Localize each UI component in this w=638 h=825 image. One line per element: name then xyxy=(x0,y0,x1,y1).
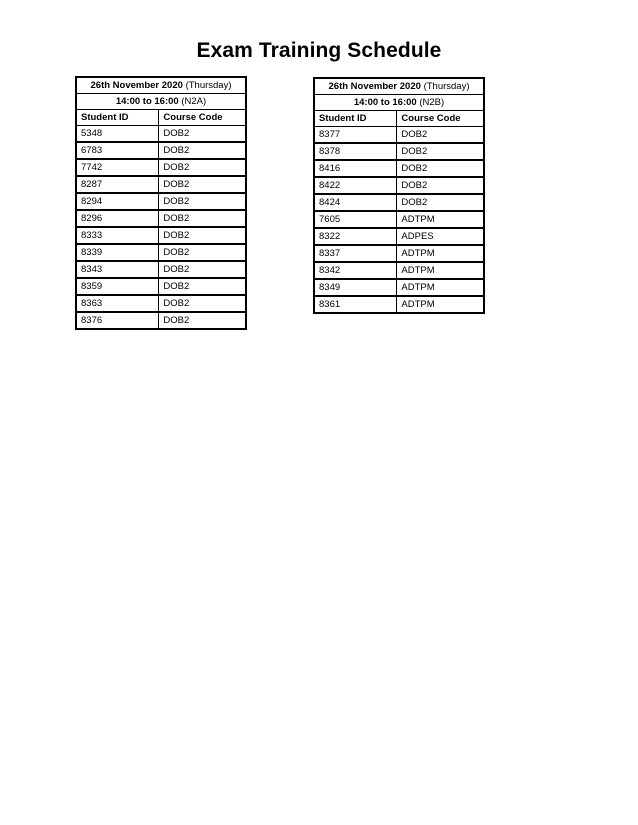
student-id-cell: 8337 xyxy=(314,245,397,262)
student-id-cell: 7742 xyxy=(76,159,159,176)
course-code-cell: ADPES xyxy=(397,228,484,245)
table-row xyxy=(76,142,246,159)
course-code-cell: DOB2 xyxy=(397,143,484,160)
course-code-cell: DOB2 xyxy=(159,142,246,159)
session-date xyxy=(314,78,484,95)
student-id-cell: 8422 xyxy=(314,177,397,194)
student-id-cell: 8287 xyxy=(76,176,159,193)
table-row xyxy=(76,278,246,295)
table-row xyxy=(314,177,484,194)
course-code-cell: DOB2 xyxy=(397,194,484,211)
table-row xyxy=(314,228,484,245)
column-header-course-code: Course Code xyxy=(397,111,484,127)
table-row xyxy=(76,312,246,329)
session-group: (N2A) xyxy=(181,96,207,107)
schedule-table-n2a xyxy=(75,76,247,330)
table-row xyxy=(314,296,484,313)
session-date-row xyxy=(314,78,484,95)
column-header-course-code: Course Code xyxy=(159,110,246,126)
table-row xyxy=(314,160,484,177)
table-row xyxy=(314,279,484,296)
student-id-cell: 8333 xyxy=(76,227,159,244)
course-code-cell: ADTPM xyxy=(397,279,484,296)
column-header-student-id: Student ID xyxy=(314,111,397,127)
student-id-cell: 8296 xyxy=(76,210,159,227)
table-row xyxy=(76,210,246,227)
student-id-cell: 7605 xyxy=(314,211,397,228)
student-id-cell: 8349 xyxy=(314,279,397,296)
session-date-text: 26th November 2020 xyxy=(90,80,183,91)
column-header-row xyxy=(314,111,484,127)
session-date-text: 26th November 2020 xyxy=(328,81,421,92)
table-row xyxy=(76,126,246,143)
table-row xyxy=(76,295,246,312)
table-row xyxy=(76,261,246,278)
page-title: Exam Training Schedule xyxy=(196,39,442,62)
student-id-cell: 8361 xyxy=(314,296,397,313)
course-code-cell: ADTPM xyxy=(397,211,484,228)
session-time-text: 14:00 to 16:00 xyxy=(115,96,179,107)
session-date xyxy=(76,77,246,94)
course-code-cell: ADTPM xyxy=(397,296,484,313)
course-code-cell: DOB2 xyxy=(159,210,246,227)
student-id-cell: 8342 xyxy=(314,262,397,279)
student-id-cell: 8359 xyxy=(76,278,159,295)
course-code-cell: DOB2 xyxy=(159,227,246,244)
student-id-cell: 8322 xyxy=(314,228,397,245)
student-id-cell: 6783 xyxy=(76,142,159,159)
course-code-cell: DOB2 xyxy=(397,160,484,177)
student-id-cell: 8343 xyxy=(76,261,159,278)
student-id-cell: 8363 xyxy=(76,295,159,312)
session-time-row xyxy=(314,95,484,111)
session-time-text: 14:00 to 16:00 xyxy=(353,97,417,108)
course-code-cell: DOB2 xyxy=(159,126,246,143)
student-id-cell: 8294 xyxy=(76,193,159,210)
course-code-cell: DOB2 xyxy=(159,176,246,193)
table-row xyxy=(314,211,484,228)
table-row xyxy=(76,244,246,261)
student-id-cell: 8376 xyxy=(76,312,159,329)
course-code-cell: DOB2 xyxy=(159,193,246,210)
column-header-row xyxy=(76,110,246,126)
table-row xyxy=(314,245,484,262)
table-row xyxy=(76,227,246,244)
session-day: (Thursday) xyxy=(185,80,232,91)
course-code-cell: DOB2 xyxy=(159,261,246,278)
table-row xyxy=(314,127,484,144)
schedule-table-n2b xyxy=(313,77,485,314)
course-code-cell: DOB2 xyxy=(397,177,484,194)
table-row xyxy=(76,193,246,210)
course-code-cell: DOB2 xyxy=(159,244,246,261)
table-row xyxy=(76,159,246,176)
session-time xyxy=(76,94,246,110)
student-id-cell: 8377 xyxy=(314,127,397,144)
table-row xyxy=(76,176,246,193)
course-code-cell: ADTPM xyxy=(397,245,484,262)
session-day: (Thursday) xyxy=(423,81,470,92)
session-time-row xyxy=(76,94,246,110)
course-code-cell: DOB2 xyxy=(159,295,246,312)
student-id-cell: 8416 xyxy=(314,160,397,177)
course-code-cell: DOB2 xyxy=(159,159,246,176)
student-id-cell: 8339 xyxy=(76,244,159,261)
table-row xyxy=(314,143,484,160)
course-code-cell: ADTPM xyxy=(397,262,484,279)
column-header-student-id: Student ID xyxy=(76,110,159,126)
course-code-cell: DOB2 xyxy=(397,127,484,144)
student-id-cell: 8378 xyxy=(314,143,397,160)
table-row xyxy=(314,194,484,211)
student-id-cell: 5348 xyxy=(76,126,159,143)
session-time xyxy=(314,95,484,111)
session-date-row xyxy=(76,77,246,94)
course-code-cell: DOB2 xyxy=(159,312,246,329)
table-row xyxy=(314,262,484,279)
student-id-cell: 8424 xyxy=(314,194,397,211)
session-group: (N2B) xyxy=(419,97,445,108)
course-code-cell: DOB2 xyxy=(159,278,246,295)
